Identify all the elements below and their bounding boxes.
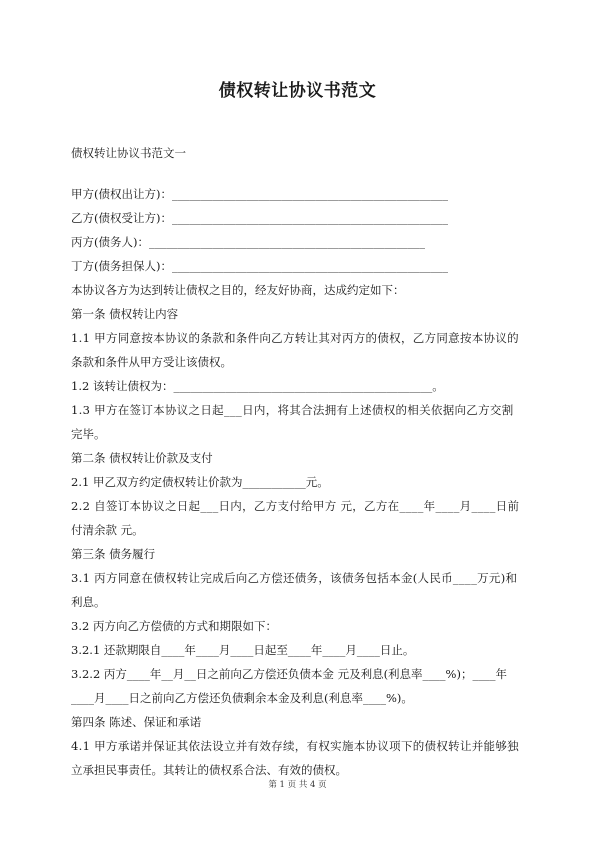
clause-3-2-2-line-1: 3.2.2 丙方____年__月__日之前向乙方偿还负债本金 元及利息(利息率____%)；____年 [71,667,507,681]
party-a-line: 甲方(债权出让方)：________________________________________________ [71,187,448,201]
document-body [71,182,527,782]
clause-1-2-line: 1.2 该转让债权为：_____________________________________________。 [71,379,444,393]
preamble-line: 本协议各方为达到转让债权之目的，经友好协商，达成约定如下： [71,283,405,297]
party-c-line: 丙方(债务人)：________________________________________________ [71,235,425,249]
article-2-heading: 第二条 债权转让价款及支付 [71,451,213,465]
document-subtitle: 债权转让协议书范文一 [71,146,186,160]
article-3-heading: 第三条 债务履行 [71,547,156,561]
clause-1-1-line-2: 条款和条件从甲方受让该债权。 [71,355,232,369]
clause-3-1-line-2: 利息。 [71,595,106,609]
clause-2-2-line-2: 付清余款 元。 [71,523,144,537]
clause-1-3-line-2: 完毕。 [71,427,106,441]
clause-3-2-line: 3.2 丙方向乙方偿债的方式和期限如下： [71,619,277,633]
clause-3-1-line-1: 3.1 丙方同意在债权转让完成后向乙方偿还债务，该债务包括本金(人民币____万元)和 [71,571,518,585]
party-b-line: 乙方(债权受让方)：________________________________________________ [71,211,448,225]
document-title: 债权转让协议书范文 [218,81,377,101]
clause-4-1-line-2: 立承担民事责任。其转让的债权系合法、有效的债权。 [71,763,347,777]
party-d-line: 丁方(债务担保人)：________________________________________________ [71,259,448,273]
clause-2-2-line-1: 2.2 自签订本协议之日起___日内，乙方支付给甲方 元，乙方在____年____月____日前 [71,499,520,513]
clause-3-2-1-line: 3.2.1 还款期限自____年____月____日起至____年____月____日止。 [71,643,415,657]
clause-2-1-line: 2.1 甲乙双方约定债权转让价款为___________元。 [71,475,329,489]
clause-4-1-line-1: 4.1 甲方承诺并保证其依法设立并有效存续，有权实施本协议项下的债权转让并能够独 [71,739,519,753]
clause-3-2-2-line-2: ____月____日之前向乙方偿还负债剩余本金及利息(利息率____%)。 [71,691,413,705]
clause-1-1-line-1: 1.1 甲方同意按本协议的条款和条件向乙方转让其对丙方的债权，乙方同意按本协议的 [71,331,519,345]
clause-1-3-line-1: 1.3 甲方在签订本协议之日起___日内，将其合法拥有上述债权的相关依据向乙方交割 [71,403,514,417]
article-1-heading: 第一条 债权转让内容 [71,307,179,321]
article-4-heading: 第四条 陈述、保证和承诺 [71,715,202,729]
page-footer: 第 1 页 共 4 页 [268,780,327,790]
